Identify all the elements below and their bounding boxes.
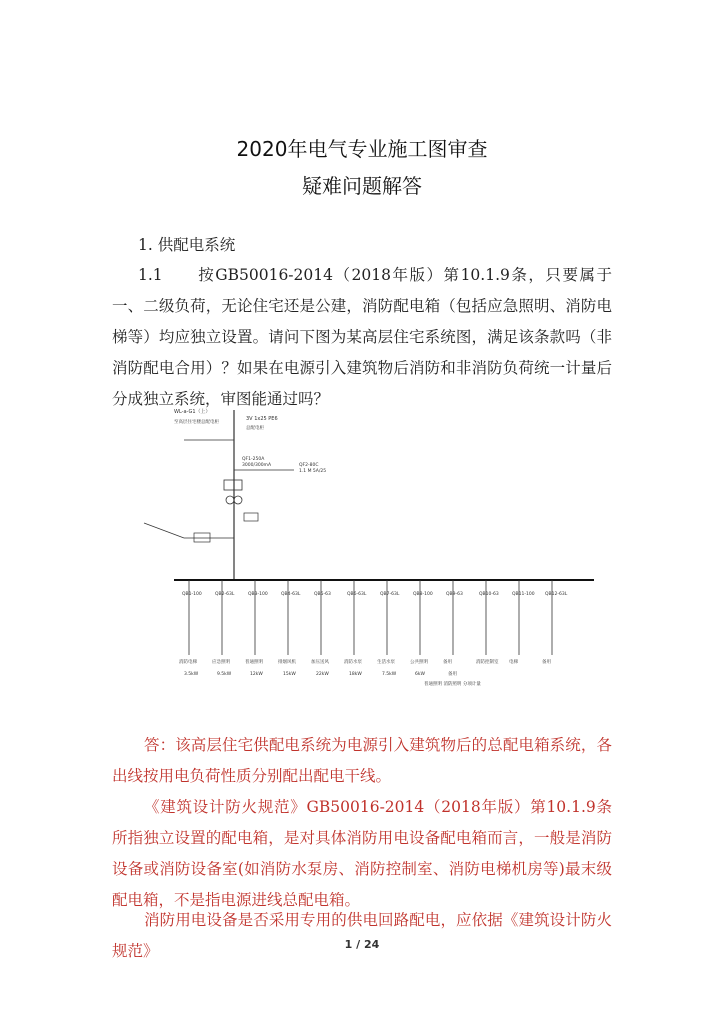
- branch-breaker-label: QB6-63L: [347, 592, 367, 597]
- answer-paragraph-2: 《建筑设计防火规范》GB50016-2014（2018年版）第10.1.9条所指独立设置的配电箱，是对具体消防用电设备配电箱而言，一般是消防设备或消防设备室(如消防水泵房、消防控制室、消防电梯机房等)最末级配电箱，不是指电源进线总配电箱。: [112, 798, 612, 909]
- branch-load-label: 普通照明: [245, 660, 263, 665]
- branch-breaker-label: QB11-100: [512, 592, 535, 597]
- branch-power-label: 7.5kW: [382, 672, 397, 677]
- branch-load-label: 电梯: [509, 660, 518, 665]
- diagram-top-label: WL-a-G1（上）: [174, 409, 211, 415]
- branch-breaker-label: QB5-63: [314, 592, 331, 597]
- diagram-top-label: 3000/300mA: [242, 463, 272, 468]
- branch-power-label: 备用: [448, 672, 457, 677]
- power-distribution-system-diagram: [124, 405, 604, 690]
- branch-breaker-label: QB10-63: [479, 592, 499, 597]
- document-title-line1: 2020年电气专业施工图审查: [236, 137, 488, 161]
- document-title-line2: 疑难问题解答: [302, 174, 422, 198]
- branch-power-label: 22kW: [316, 672, 329, 677]
- branch-load-label: 生活水泵: [377, 660, 395, 665]
- section-heading: 1. 供配电系统: [138, 236, 236, 254]
- branch-load-label: 消防水泵: [344, 660, 362, 665]
- answer-paragraph-1: 答：该高层住宅供配电系统为电源引入建筑物后的总配电箱系统，各出线按用电负荷性质分别配出配电干线。: [112, 736, 612, 785]
- branch-power-label: 9.5kW: [217, 672, 232, 677]
- branch-breaker-label: QB2-63L: [215, 592, 235, 597]
- answer-paragraph-3: 消防用电设备是否采用专用的供电回路配电，应依据《建筑设计防火规范》: [112, 911, 612, 960]
- diagram-top-label: QF2-80C: [299, 463, 319, 468]
- branch-breaker-label: QB7-63L: [380, 592, 400, 597]
- question-paragraph: 1.1 按GB50016-2014（2018年版）第10.1.9条，只要属于一、二级负荷，无论住宅还是公建，消防配电箱（包括应急照明、消防电梯等）均应独立设置。请问下图为某高层住宅系统图，满足该条款吗（非消防配电合用）？如果在电源引入建筑物后消防和非消防负荷统一计量后分成独立系统，审图能通过吗？: [112, 266, 612, 408]
- branch-power-label: 3.5kW: [184, 672, 199, 677]
- branch-breaker-label: QB3-100: [248, 592, 268, 597]
- branch-power-label: 12kW: [250, 672, 263, 677]
- page-number: 1 / 24: [344, 938, 380, 951]
- branch-load-label: 应急照明: [212, 660, 230, 665]
- branch-power-label: 6kW: [415, 672, 425, 677]
- branch-breaker-label: QB4-63L: [281, 592, 301, 597]
- branch-load-label: 消防控制室: [476, 660, 499, 665]
- branch-load-label: 排烟风机: [278, 660, 296, 665]
- diagram-note: 普通照明 消防照明 分项计量: [424, 682, 481, 687]
- diagram-top-label: 1.1 M 5A/25: [299, 469, 327, 474]
- branch-breaker-label: QB8-100: [413, 592, 433, 597]
- branch-power-label: 15kW: [283, 672, 296, 677]
- branch-load-label: 公共照明: [410, 660, 428, 665]
- branch-breaker-label: QB1-100: [182, 592, 202, 597]
- branch-breaker-label: QB12-63L: [545, 592, 568, 597]
- main-breaker-symbol: [224, 480, 242, 490]
- diagram-top-label: QF1-250A: [242, 457, 265, 462]
- diagram-top-label: 至高层住宅楼总配电柜: [174, 420, 219, 425]
- diagram-top-label: 总配电柜: [246, 426, 264, 431]
- branch-load-label: 消防电梯: [179, 660, 197, 665]
- branch-load-label: 加压送风: [311, 660, 329, 665]
- branch-load-label: 备用: [542, 660, 551, 665]
- diagram-top-label: 3V 1x25 PE6: [246, 416, 278, 422]
- branch-power-label: 18kW: [349, 672, 362, 677]
- branch-load-label: 备用: [443, 660, 452, 665]
- branch-breaker-label: QB9-63: [446, 592, 463, 597]
